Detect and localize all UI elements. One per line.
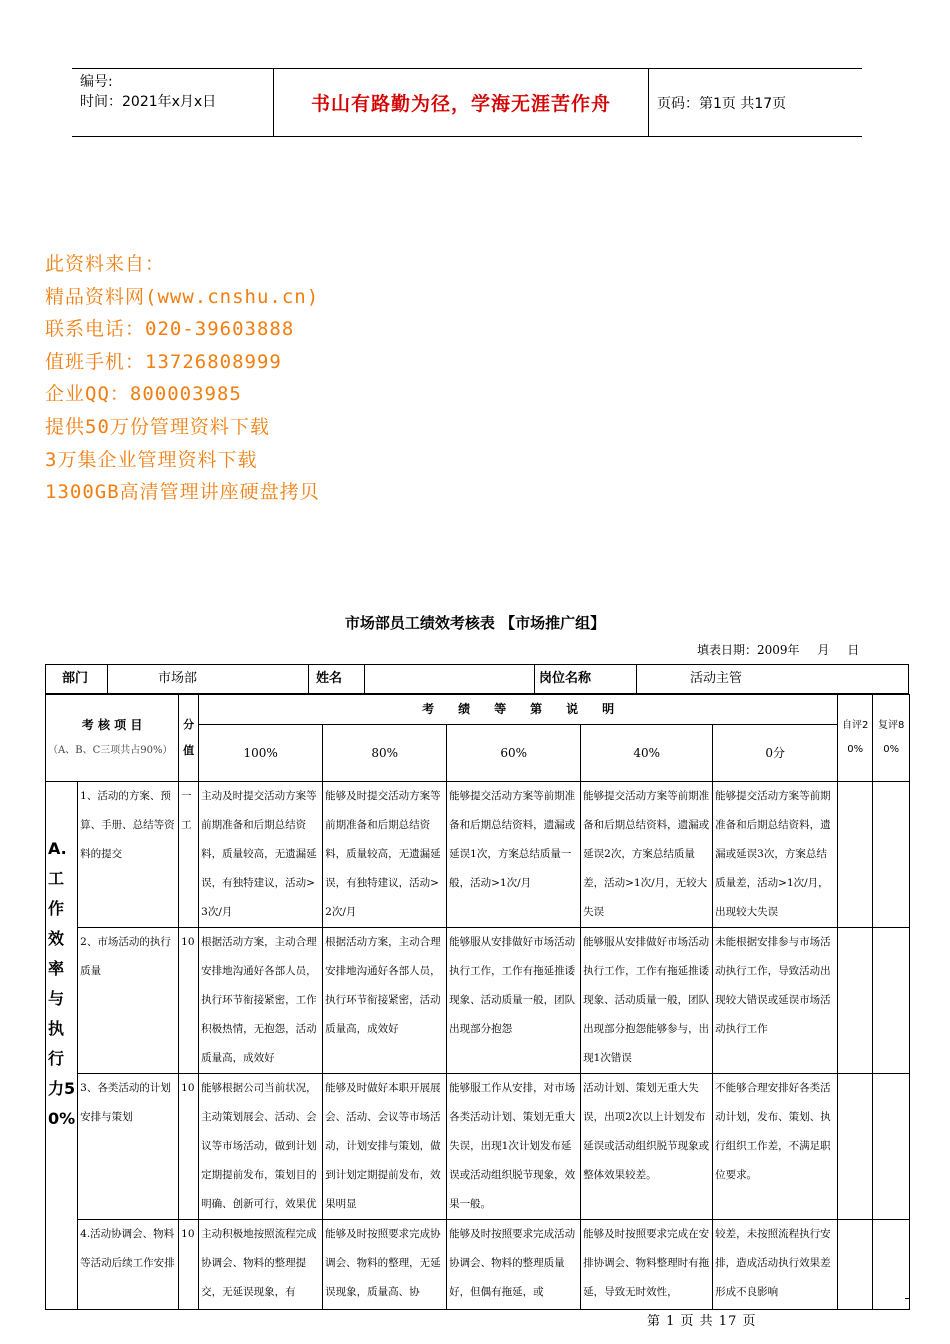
employee-info-row — [45, 664, 909, 694]
page-footer: 第 1 页 共 17 页 — [647, 1314, 757, 1329]
fill-date-day: 日 — [847, 643, 860, 657]
self-eval-header: 自评20% — [838, 695, 873, 782]
level-80-cell: 能够及时按照要求完成协调会、物料的整理，无延误现象，质量高、协 — [323, 1220, 447, 1310]
item-header-note: （A、B、C三项共占90%） — [48, 745, 173, 756]
page-edge-mark — [905, 1298, 909, 1299]
level-60-cell: 能够及时按照要求完成活动协调会、物料的整理质量好，但偶有拖延，或 — [447, 1220, 581, 1310]
review-cell[interactable] — [873, 1074, 910, 1220]
level-60-cell: 能够提交活动方案等前期准备和后期总结资料，遗漏或延误1次，方案总结质量一般，活动>1次/月 — [447, 782, 581, 928]
document-header — [72, 68, 862, 137]
score-cell: 10 — [179, 1220, 199, 1310]
header-page-info: 页码：第1页 共17页 — [657, 96, 787, 112]
level-40-cell: 能够提交活动方案等前期准备和后期总结资料，遗漏或延误2次，方案总结质量差，活动>1次/月，无较大失误 — [581, 782, 713, 928]
assessment-table — [45, 694, 910, 1310]
level-0-cell: 不能够合理安排好各类活动计划，发布、策划、执行组织工作差，不满足职位要求。 — [713, 1074, 838, 1220]
level-80: 80% — [323, 725, 447, 782]
cell-divider — [107, 665, 108, 693]
level-0-cell: 较差，未按照流程执行安排，造成活动执行效果差形成不良影响 — [713, 1220, 838, 1310]
ad-line: 1300GB高清管理讲座硬盘拷贝 — [45, 481, 320, 504]
level-100-cell: 主动积极地按照流程完成协调会、物料的整理提交，无延误现象，有 — [199, 1220, 323, 1310]
item-cell: 1、活动的方案、预算、手册、总结等资料的提交 — [78, 782, 179, 928]
position-value: 活动主管 — [690, 671, 743, 686]
dept-value: 市场部 — [158, 671, 198, 686]
level-40: 40% — [581, 725, 713, 782]
cell-divider — [534, 665, 535, 693]
ad-line: 值班手机：13726808999 — [45, 350, 282, 373]
level-60-cell: 能够服工作从安排，对市场各类活动计划、策划无重大失误，出现1次计划发布延误或活动组织脱节现象，效果一般。 — [447, 1074, 581, 1220]
ad-line: 3万集企业管理资料下载 — [45, 448, 258, 471]
level-40-cell: 能够及时按照要求完成在安排协调会、物料整理时有拖延，导致无时效性， — [581, 1220, 713, 1310]
review-cell[interactable] — [873, 782, 910, 928]
description-header: 考 绩 等 第 说 明 — [199, 695, 838, 725]
position-label: 岗位名称 — [539, 671, 592, 686]
header-divider — [648, 69, 649, 136]
header-meta — [80, 72, 216, 112]
fill-date-label: 填表日期：2009年 — [697, 643, 800, 657]
table-row — [46, 928, 910, 1074]
header-motto: 书山有路勤为径，学海无涯苦作舟 — [310, 93, 611, 115]
level-100: 100% — [199, 725, 323, 782]
level-60-cell: 能够服从安排做好市场活动执行工作，工作有拖延推诿现象、活动质量一般，团队出现部分抱怨 — [447, 928, 581, 1074]
level-40-cell: 能够服从安排做好市场活动执行工作，工作有拖延推诿现象、活动质量一般，团队出现部分抱怨能够参与，出现1次错误 — [581, 928, 713, 1074]
item-header-label: 考 核 项 目 — [81, 718, 143, 732]
level-80-cell: 能够及时做好本职开展展会、活动、会议等市场活动，计划安排与策划，做到计划定期提前发布，效果明显 — [323, 1074, 447, 1220]
cell-divider — [636, 665, 637, 693]
level-100-cell: 能够根据公司当前状况，主动策划展会、活动、会议等市场活动，做到计划定期提前发布，策划目的明确、创新可行，效果优 — [199, 1074, 323, 1220]
level-0: 0分 — [713, 725, 838, 782]
fill-date — [697, 641, 873, 658]
review-cell[interactable] — [873, 1220, 910, 1310]
score-cell: 一工 — [179, 782, 199, 928]
level-40-cell: 活动计划、策划无重大失误，出项2次以上计划发布延误或活动组织脱节现象或整体效果较差。 — [581, 1074, 713, 1220]
table-row — [46, 1074, 910, 1220]
item-cell: 3、各类活动的计划安排与策划 — [78, 1074, 179, 1220]
self-eval-cell[interactable] — [838, 1074, 873, 1220]
ad-line: 联系电话：020-39603888 — [45, 318, 295, 341]
fill-date-month: 月 — [817, 643, 830, 657]
dept-label: 部门 — [62, 671, 89, 686]
self-eval-cell[interactable] — [838, 782, 873, 928]
item-header-cell — [46, 695, 179, 782]
ad-line: 精品资料网(www.cnshu.cn) — [45, 285, 320, 308]
number-label: 编号: — [80, 74, 113, 90]
source-info-block — [45, 248, 320, 509]
item-cell: 4.活动协调会、物料等活动后续工作安排 — [78, 1220, 179, 1310]
level-0-cell: 能够提交活动方案等前期准备和后期总结资料，遗漏或延误3次，方案总结质量差，活动>1次/月，出现较大失误 — [713, 782, 838, 928]
time-label: 时间：2021年x月x日 — [80, 94, 217, 110]
table-row — [46, 782, 910, 928]
score-cell: 10 — [179, 1074, 199, 1220]
ad-line: 企业QQ：800003985 — [45, 383, 242, 406]
document-title: 市场部员工绩效考核表 【市场推广组】 — [344, 614, 606, 632]
review-cell[interactable] — [873, 928, 910, 1074]
level-100-cell: 主动及时提交活动方案等前期准备和后期总结资料，质量较高，无遗漏延误，有独特建议，活动>3次/月 — [199, 782, 323, 928]
item-cell: 2、市场活动的执行质量 — [78, 928, 179, 1074]
table-row — [46, 1220, 910, 1310]
self-eval-cell[interactable] — [838, 928, 873, 1074]
level-0-cell: 未能根据安排参与市场活动执行工作，导致活动出现较大错误或延误市场活动执行工作 — [713, 928, 838, 1074]
self-eval-cell[interactable] — [838, 1220, 873, 1310]
level-100-cell: 根据活动方案，主动合理安排地沟通好各部人员，执行环节衔接紧密，工作积极热情，无抱怨，活动质量高，成效好 — [199, 928, 323, 1074]
ad-line: 此资料来自： — [45, 253, 166, 275]
cell-divider — [364, 665, 365, 693]
level-80-cell: 根据活动方案，主动合理安排地沟通好各部人员，执行环节衔接紧密，活动质量高，成效好 — [323, 928, 447, 1074]
ad-line: 提供50万份管理资料下载 — [45, 415, 270, 438]
score-header: 分值 — [179, 695, 199, 782]
score-cell: 10 — [179, 928, 199, 1074]
level-60: 60% — [447, 725, 581, 782]
name-label: 姓名 — [316, 671, 343, 686]
review-header: 复评80% — [873, 695, 910, 782]
level-80-cell: 能够及时提交活动方案等前期准备和后期总结资料，质量较高，无遗漏延误，有独特建议，活动>2次/月 — [323, 782, 447, 928]
category-cell: A.工作效率与执行力50% — [46, 782, 78, 1310]
cell-divider — [308, 665, 309, 693]
